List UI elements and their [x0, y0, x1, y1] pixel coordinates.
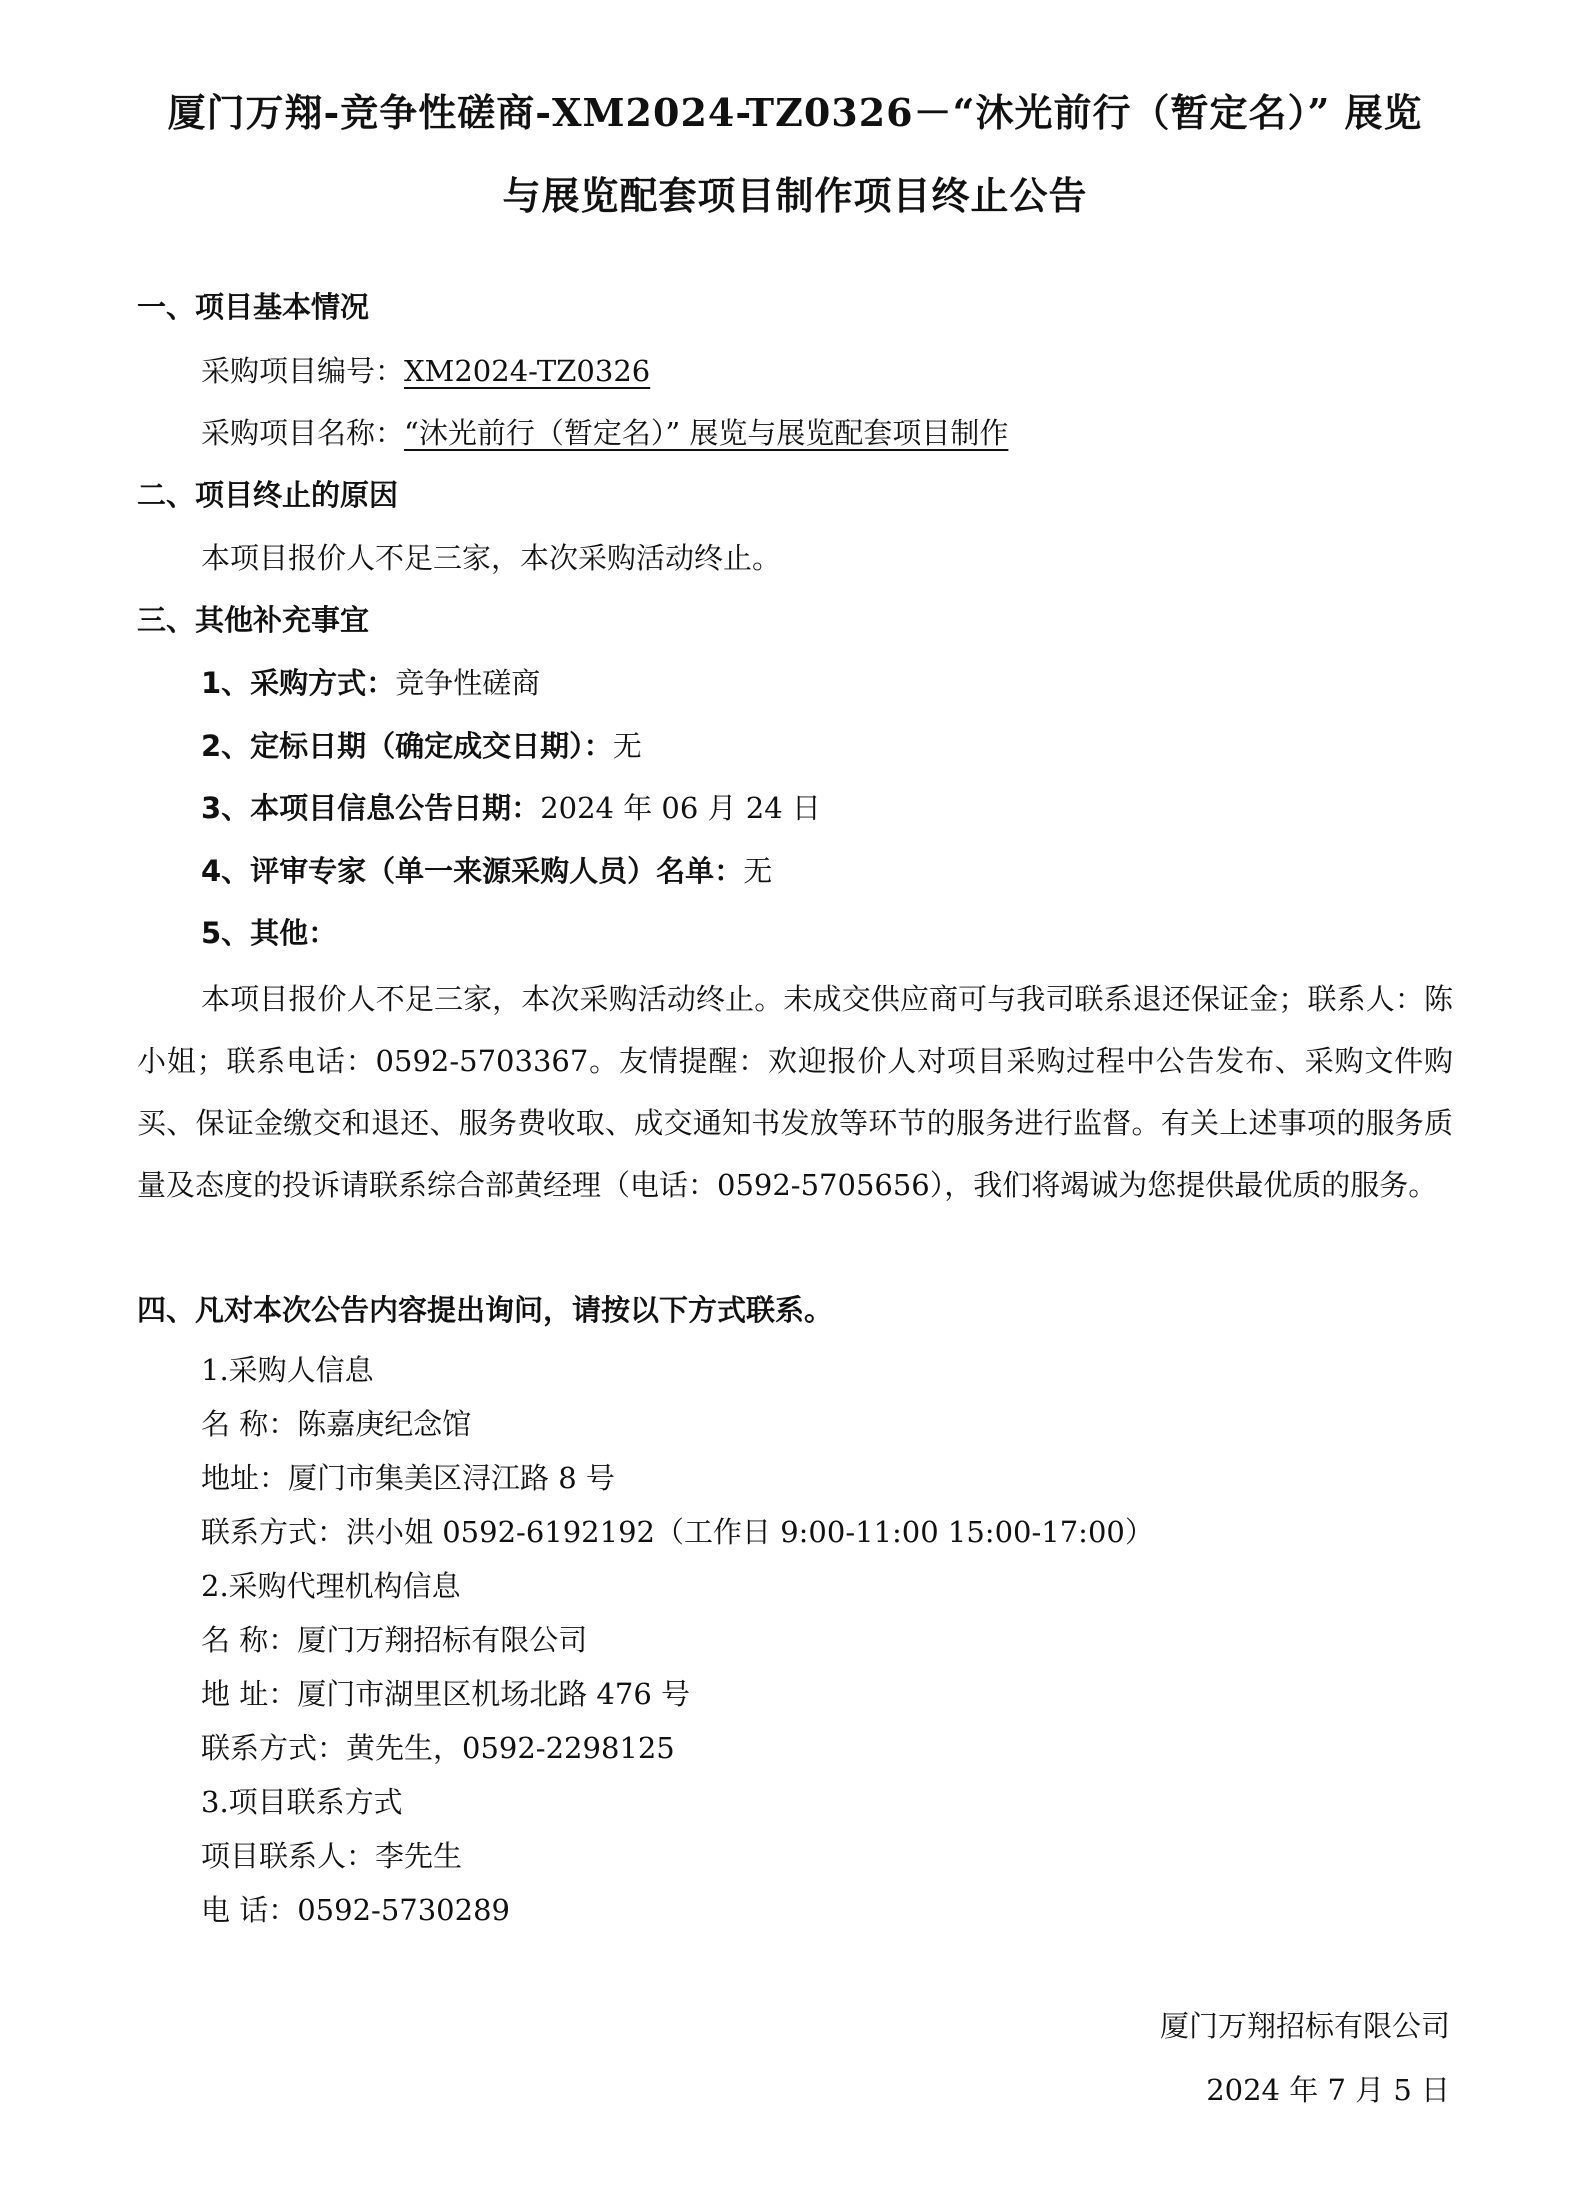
procurement-method-label: 1、采购方式： — [201, 666, 396, 700]
project-name-value: “沐光前行（暂定名）” 展览与展览配套项目制作 — [404, 416, 1009, 450]
procurement-method-value: 竞争性磋商 — [395, 666, 541, 700]
purchaser-name: 名 称：陈嘉庚纪念馆 — [201, 1407, 472, 1441]
other-paragraph: 本项目报价人不足三家，本次采购活动终止。未成交供应商可与我司联系退还保证金；联系人：陈小姐；联系电话：0592-5703367。友情提醒：欢迎报价人对项目采购过程中公告发布、采购文件购买、保证金缴交和退还、服务费收取、成交通知书发放等环节的服务进行监督。有关上述事项的服务质量及态度的投诉请联系综合部黄经理（电话：0592-5705656），我们将竭诚为您提供最优质的服务。 — [137, 982, 1453, 1202]
section-heading-termination-reason: 二、项目终止的原因 — [137, 478, 399, 512]
section-heading-contact: 四、凡对本次公告内容提出询问，请按以下方式联系。 — [137, 1293, 834, 1327]
document-title-line-2: 与展览配套项目制作项目终止公告 — [502, 173, 1088, 218]
section-heading-basic-info: 一、项目基本情况 — [137, 290, 370, 324]
agency-address: 地 址：厦门市湖里区机场北路 476 号 — [201, 1677, 691, 1711]
purchaser-info-title: 1.采购人信息 — [201, 1353, 374, 1387]
document-title-line-1: 厦门万翔-竞争性磋商-XM2024-TZ0326－“沐光前行（暂定名）” 展览 — [167, 90, 1423, 135]
termination-reason-text: 本项目报价人不足三家，本次采购活动终止。 — [201, 541, 782, 575]
announcement-date-label: 3、本项目信息公告日期： — [201, 791, 541, 825]
expert-list-label: 4、评审专家（单一来源采购人员）名单： — [201, 854, 744, 888]
project-contact-phone: 电 话：0592-5730289 — [201, 1893, 510, 1927]
announcement-date-value: 2024 年 06 月 24 日 — [540, 791, 821, 825]
section-heading-supplementary: 三、其他补充事宜 — [137, 603, 370, 637]
award-date-label: 2、定标日期（确定成交日期）： — [201, 729, 613, 763]
purchaser-address: 地址：厦门市集美区浔江路 8 号 — [201, 1461, 615, 1495]
project-number-label: 采购项目编号： — [201, 354, 405, 388]
project-contact-title: 3.项目联系方式 — [201, 1785, 403, 1819]
purchaser-contact: 联系方式：洪小姐 0592-6192192（工作日 9:00-11:00 15:00-17:00） — [201, 1515, 1154, 1549]
project-number-value: XM2024-TZ0326 — [404, 354, 651, 388]
agency-contact: 联系方式：黄先生，0592-2298125 — [201, 1731, 675, 1765]
expert-list-value: 无 — [743, 854, 773, 888]
award-date-row — [201, 726, 642, 766]
award-date-value: 无 — [612, 729, 642, 763]
project-name-row — [201, 413, 1008, 453]
agency-name: 名 称：厦门万翔招标有限公司 — [201, 1623, 588, 1657]
project-name-label: 采购项目名称： — [201, 416, 405, 450]
agency-info-title: 2.采购代理机构信息 — [201, 1569, 461, 1603]
announcement-date-row — [201, 788, 821, 828]
procurement-method-row — [201, 663, 540, 703]
signature-company: 厦门万翔招标有限公司 — [1159, 2009, 1450, 2043]
other-label: 5、其他： — [201, 916, 338, 950]
project-number-row — [201, 351, 650, 391]
signature-date: 2024 年 7 月 5 日 — [1206, 2073, 1450, 2107]
expert-list-row — [201, 851, 772, 891]
project-contact-person: 项目联系人：李先生 — [201, 1839, 463, 1873]
